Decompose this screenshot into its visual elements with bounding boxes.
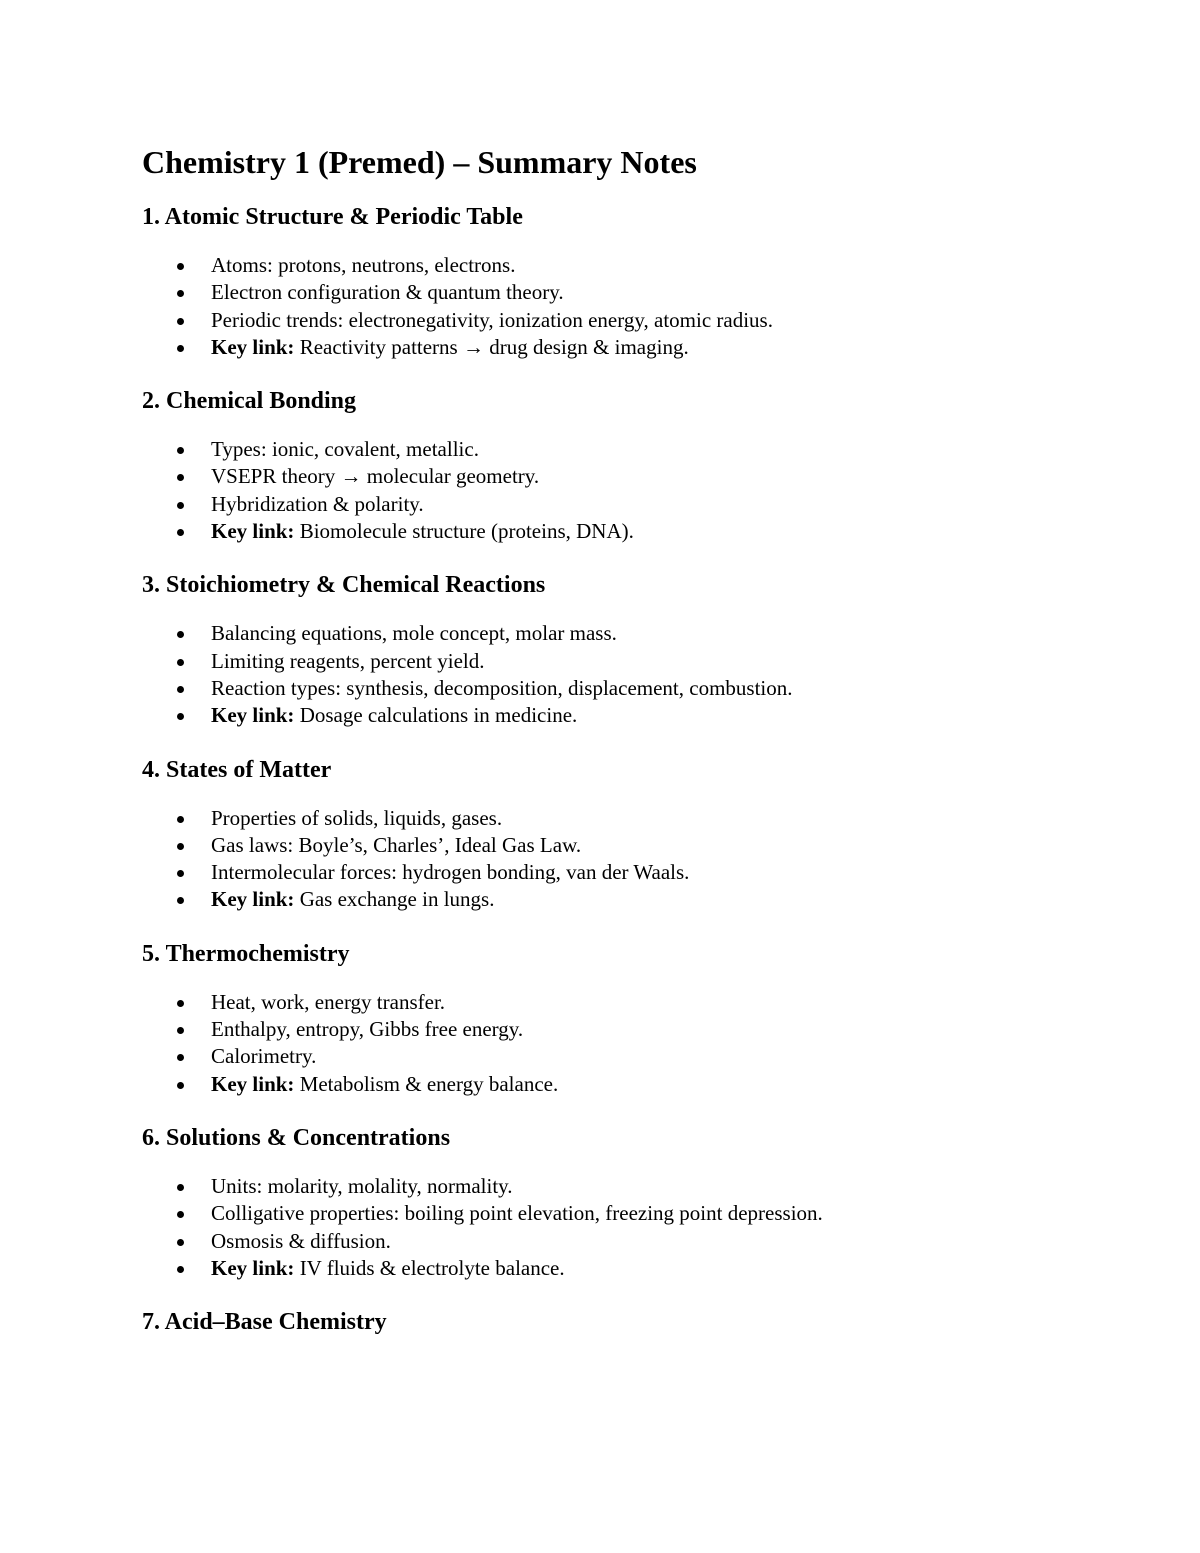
key-link-text: Biomolecule structure (proteins, DNA). xyxy=(294,519,634,544)
list-item-text: Types: ionic, covalent, metallic. xyxy=(211,437,479,462)
key-link-item xyxy=(142,886,1082,913)
list-item xyxy=(142,1200,1082,1227)
list-item-text: VSEPR theory → molecular geometry. xyxy=(211,464,540,489)
section-heading: 2. Chemical Bonding xyxy=(142,388,357,415)
bullet-icon xyxy=(177,263,184,270)
bullet-icon xyxy=(177,345,184,352)
key-link-item xyxy=(142,1071,1082,1098)
list-item-text: Atoms: protons, neutrons, electrons. xyxy=(211,253,516,277)
key-link-label: Key link: xyxy=(211,1255,295,1280)
list-item xyxy=(142,1228,1082,1255)
list-item xyxy=(142,436,1082,463)
bullet-icon xyxy=(177,529,184,536)
bullet-icon xyxy=(177,659,184,666)
list-item xyxy=(142,1043,1082,1070)
bullet-icon xyxy=(177,686,184,693)
list-item-text: Units: molarity, molality, normality. xyxy=(211,1173,513,1198)
bullet-icon xyxy=(177,502,184,509)
bullet-icon xyxy=(177,816,184,823)
list-item-text: Balancing equations, mole concept, molar mass. xyxy=(211,621,617,646)
key-link-label: Key link: xyxy=(211,519,295,544)
bullet-icon xyxy=(177,318,184,325)
list-item-text: Periodic trends: electronegativity, ionization energy, atomic radius. xyxy=(211,307,773,332)
list-item xyxy=(142,463,1082,490)
bullet-icon xyxy=(177,713,184,720)
bullet-icon xyxy=(177,1239,184,1246)
bullet-icon xyxy=(177,1082,184,1089)
list-item xyxy=(142,1173,1082,1200)
list-item-text: Properties of solids, liquids, gases. xyxy=(211,805,503,830)
list-item xyxy=(142,1016,1082,1043)
list-item-text: Enthalpy, entropy, Gibbs free energy. xyxy=(211,1017,524,1042)
key-link-label: Key link: xyxy=(211,334,295,359)
bullet-icon xyxy=(177,1000,184,1007)
list-item xyxy=(142,252,1082,279)
list-item-text: Hybridization & polarity. xyxy=(211,491,424,516)
section-heading: 3. Stoichiometry & Chemical Reactions xyxy=(142,572,546,599)
key-link-text: Reactivity patterns → drug design & imaging. xyxy=(294,334,689,359)
bullet-list xyxy=(142,252,1082,361)
bullet-icon xyxy=(177,290,184,297)
list-item-text: Reaction types: synthesis, decomposition, displacement, combustion. xyxy=(211,675,793,700)
section-heading: 4. States of Matter xyxy=(142,756,332,783)
bullet-icon xyxy=(177,870,184,877)
bullet-list xyxy=(142,805,1082,914)
section-heading: 1. Atomic Structure & Periodic Table xyxy=(142,204,523,230)
list-item-text: Calorimetry. xyxy=(211,1044,317,1069)
bullet-icon xyxy=(177,447,184,454)
list-item xyxy=(142,620,1082,647)
key-link-item xyxy=(142,334,1082,361)
section-heading: 5. Thermochemistry xyxy=(142,940,350,967)
list-item xyxy=(142,805,1082,832)
list-item-text: Intermolecular forces: hydrogen bonding, van der Waals. xyxy=(211,860,690,885)
list-item xyxy=(142,859,1082,886)
key-link-text: Gas exchange in lungs. xyxy=(294,887,495,912)
key-link-item xyxy=(142,518,1082,545)
bullet-icon xyxy=(177,1054,184,1061)
bullet-list xyxy=(142,620,1082,729)
section-heading: 6. Solutions & Concentrations xyxy=(142,1124,451,1151)
key-link-item xyxy=(142,702,1082,729)
list-item xyxy=(142,279,1082,306)
bullet-list xyxy=(142,1173,1082,1282)
section-heading: 7. Acid–Base Chemistry xyxy=(142,1309,387,1336)
bullet-icon xyxy=(177,1027,184,1034)
list-item-text: Electron configuration & quantum theory. xyxy=(211,280,564,305)
list-item xyxy=(142,675,1082,702)
list-item xyxy=(142,989,1082,1016)
bullet-icon xyxy=(177,843,184,850)
bullet-list xyxy=(142,436,1082,545)
list-item-text: Heat, work, energy transfer. xyxy=(211,989,446,1014)
key-link-text: Metabolism & energy balance. xyxy=(294,1071,559,1096)
list-item xyxy=(142,307,1082,334)
list-item xyxy=(142,832,1082,859)
key-link-label: Key link: xyxy=(211,887,295,912)
bullet-icon xyxy=(177,1184,184,1191)
bullet-list xyxy=(142,989,1082,1098)
list-item xyxy=(142,648,1082,675)
key-link-label: Key link: xyxy=(211,703,295,728)
bullet-icon xyxy=(177,474,184,481)
bullet-icon xyxy=(177,631,184,638)
key-link-item xyxy=(142,1255,1082,1282)
list-item-text: Osmosis & diffusion. xyxy=(211,1228,391,1253)
list-item-text: Colligative properties: boiling point elevation, freezing point depression. xyxy=(211,1201,823,1226)
list-item-text: Limiting reagents, percent yield. xyxy=(211,648,485,673)
document-title: Chemistry 1 (Premed) – Summary Notes xyxy=(142,144,697,180)
bullet-icon xyxy=(177,1211,184,1218)
key-link-text: IV fluids & electrolyte balance. xyxy=(294,1255,565,1280)
document-page xyxy=(142,143,1082,1357)
list-item xyxy=(142,491,1082,518)
bullet-icon xyxy=(177,1266,184,1273)
key-link-text: Dosage calculations in medicine. xyxy=(294,703,578,728)
bullet-icon xyxy=(177,897,184,904)
list-item-text: Gas laws: Boyle’s, Charles’, Ideal Gas Law. xyxy=(211,832,582,857)
key-link-label: Key link: xyxy=(211,1071,295,1096)
